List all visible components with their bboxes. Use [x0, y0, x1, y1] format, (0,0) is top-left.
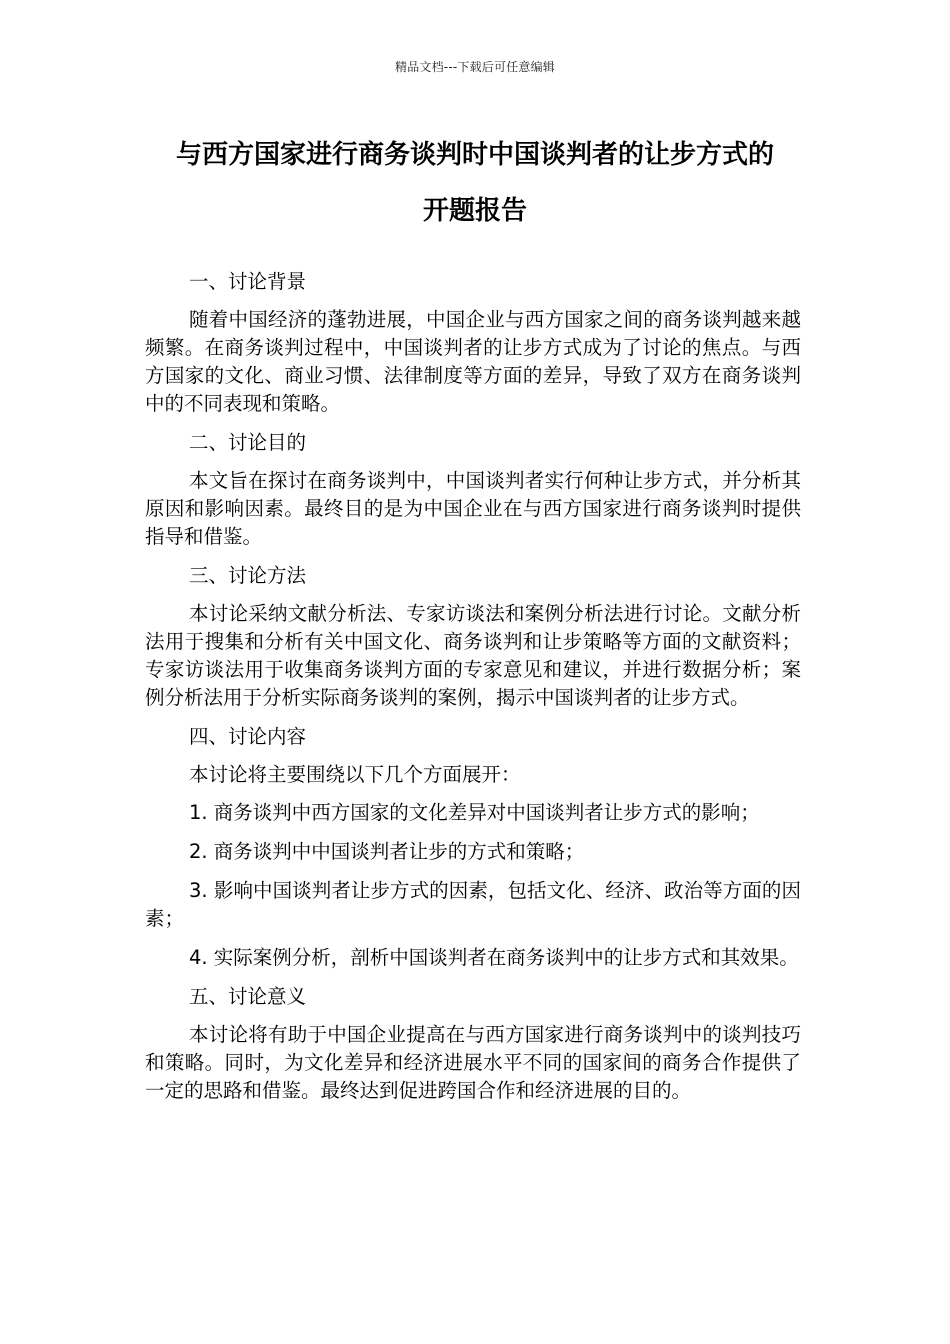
section-body-background: 随着中国经济的蓬勃进展，中国企业与西方国家之间的商务谈判越来越频繁。在商务谈判过程中，中国谈判者的让步方式成为了讨论的焦点。与西方国家的文化、商业习惯、法律制度等方面的差异，导致了双方在商务谈判中的不同表现和策略。 [145, 308, 801, 415]
section-heading-method: 三、讨论方法 [189, 564, 307, 587]
list-item: 1. 商务谈判中西方国家的文化差异对中国谈判者让步方式的影响； [189, 801, 760, 824]
section-content-intro: 本讨论将主要围绕以下几个方面展开： [189, 763, 521, 786]
section-heading-significance: 五、讨论意义 [189, 985, 307, 1008]
section-heading-background: 一、讨论背景 [189, 270, 307, 293]
list-item: 4. 实际案例分析，剖析中国谈判者在商务谈判中的让步方式和其效果。 [189, 946, 799, 969]
list-item: 3. 影响中国谈判者让步方式的因素，包括文化、经济、政治等方面的因素； [145, 879, 801, 930]
document-title-line-2: 开题报告 [422, 196, 527, 226]
section-heading-content: 四、讨论内容 [189, 725, 307, 748]
section-body-method: 本讨论采纳文献分析法、专家访谈法和案例分析法进行讨论。文献分析法用于搜集和分析有关中国文化、商务谈判和让步策略等方面的文献资料；专家访谈法用于收集商务谈判方面的专家意见和建议，并进行数据分析；案例分析法用于分析实际商务谈判的案例，揭示中国谈判者的让步方式。 [145, 602, 801, 709]
list-item: 2. 商务谈判中中国谈判者让步的方式和策略； [189, 840, 585, 863]
section-heading-purpose: 二、讨论目的 [189, 431, 307, 454]
section-body-purpose: 本文旨在探讨在商务谈判中，中国谈判者实行何种让步方式，并分析其原因和影响因素。最终目的是为中国企业在与西方国家进行商务谈判时提供指导和借鉴。 [145, 469, 801, 548]
header-note: 精品文档---下载后可任意编辑 [395, 60, 555, 74]
document-body [145, 268, 801, 1116]
document-title-line-1: 与西方国家进行商务谈判时中国谈判者的让步方式的 [175, 140, 774, 170]
section-body-significance: 本讨论将有助于中国企业提高在与西方国家进行商务谈判中的谈判技巧和策略。同时，为文化差异和经济进展水平不同的国家间的商务合作提供了一定的思路和借鉴。最终达到促进跨国合作和经济进展的目的。 [145, 1023, 801, 1102]
